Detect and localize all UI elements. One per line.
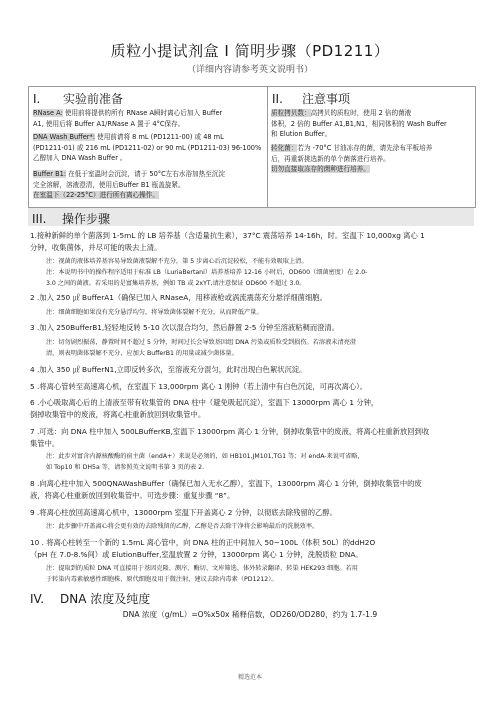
section-3-number: III. <box>32 212 47 226</box>
note-transformed <box>271 143 473 175</box>
notes-box <box>268 87 475 207</box>
step-2-note: 注：细菌细胞如果没有充分悬浮均匀，将导致菌体裂解不充分，从而降低产量。 <box>46 309 263 316</box>
step-10-note-1: 注：提取到的质粒 DNA 可直接用于基因克隆、测序、酶切、文库筛选、体外转录翻译、转染 HEK293 细胞。若用 <box>46 565 358 572</box>
step-5: 5 .将离心管转至高速离心机，在室温下 13,000rpm 离心 1 刚钟（若上清中有白色沉淀，可再次离心）。 <box>30 382 368 391</box>
prep-b1-text-2: 完全溶解，溶液澄清，使用后Buffer B1 瓶盖旋紧。 <box>33 180 185 189</box>
step-8-line-2: 液，将离心柱重新放回到收集管中。可选步骤：重复步骤 “8”。 <box>30 491 235 500</box>
step-3-note-1: 注：切勿剧烈振荡，静置时间不超过 5 分钟，时间过长会导致基因组 DNA 污染或质粒受到损伤。若溶液未清亮澄 <box>46 339 357 346</box>
note-copy-number <box>271 108 473 140</box>
section-4-heading <box>30 590 150 607</box>
step-3-notes <box>46 337 476 359</box>
prep-wash-text-1: 使用前请将 8 mL (PD1211-00) 或 48 mL <box>97 133 224 141</box>
step-3: 3 .加入 250BufferB1,轻轻地反转 5-10 次以混合均匀，然后静置 2-5 分钟至溶液粘稠而澄清。 <box>30 323 340 332</box>
page-subtitle: （详细内容请参考英文说明书） <box>186 65 313 75</box>
step-4: 4 .加入 350 ㎕ BufferN1,立即反转多次，至溶液充分混匀，此时出现白色絮状沉淀。 <box>30 365 307 374</box>
step-1-note-3: 3.0 之间的菌液。若采用的是富集培养基，例如 TB 或 2xYT,请注意保证 OD600 不超过 3.0。 <box>46 280 306 287</box>
note-transformed-text-2: 后，再重新挑选新的单个菌落进行培养。 <box>271 154 390 163</box>
note-copy-term: 质粒拷贝数： <box>271 109 311 117</box>
step-1 <box>30 230 476 254</box>
note-copy-text-3: 和 Elution Buffer。 <box>271 130 332 139</box>
prep-rnase-block <box>33 108 265 129</box>
prep-b1-block <box>33 169 265 201</box>
section-3-heading <box>32 210 110 227</box>
step-8 <box>30 478 476 502</box>
info-boxes <box>28 86 476 208</box>
prep-wash-text-3: 乙醇加入 DNA Wash Buffer 。 <box>33 154 127 163</box>
step-1-note-2: 注：本说明书中的操作程序适用于标准 LB（LuriaBertani）培养基培养 12-16 小时后，OD600（细菌密度）在 2.0- <box>46 269 368 276</box>
section-2-label: 注意事项 <box>302 92 351 106</box>
step-6-line-1: 6 .小心吸取离心后的上清液至带有收集管的 DNA 柱中（避免吸起沉淀），室温下 13000rpm 离心 1 分钟， <box>30 398 379 407</box>
prep-rnase-text-2: A1, 使用后将 Buffer A1/RNase A 置于 4°C保存。 <box>33 119 185 128</box>
section-1-heading <box>33 90 123 107</box>
step-7-line-2: 集管中。 <box>30 439 60 448</box>
section-2-heading <box>272 90 350 107</box>
section-1-number: I. <box>33 92 41 106</box>
prep-b1-text-1: 在低于室温时会沉淀，请于 50°C左右水浴加热至沉淀 <box>68 170 226 178</box>
step-1-line-1: 1.接种新鲜的单个菌落到 1-5mL 的 LB 培养基（含适量抗生素），37°C 震荡培养 14-16h，时。室温下 10,000xg 离心 1 <box>30 231 425 240</box>
step-10-line-2: （pH 在 7.0-8.%间）或 ElutionBuffer,室温放置 2 分钟，13000rpm 离心 1 分钟，洗脱质粒 DNA。 <box>30 550 363 559</box>
note-transformed-term: 转化菌： <box>271 144 298 152</box>
step-8-line-1: 8 .向离心柱中加入 500QNAWashBuffer（确保已加入无水乙醇），室温下，13000rpm 离心 1 分钟，倒掉收集管中的废 <box>30 479 422 488</box>
note-copy-text-1: 高拷贝的质粒时，使用 2 倍的菌液 <box>310 109 412 117</box>
step-10-note-2: 于转染内毒素敏感性细胞株，原代细胞及用于微注射，建议去除内毒素（PD1212）。 <box>46 576 278 583</box>
step-9: 9 .将离心柱放回高速离心机中，13000rpm 室温下开盖离心 2 分钟，以彻底去除残留的乙醇。 <box>30 508 337 517</box>
step-2: 2 .加入 250 ㎕ BufferA1（确保已加入 RNaseA，用移液枪或涡流震荡充分悬浮细菌细胞。 <box>30 293 327 302</box>
prep-b1-term: Buffer B1: <box>33 170 67 178</box>
page-footer: 精选范本 <box>237 674 262 681</box>
prep-wash-block <box>33 132 265 164</box>
prep-box <box>29 87 268 207</box>
section-3-label: 操作步骤 <box>62 212 111 226</box>
section-4-label: DNA 浓度及纯度 <box>60 592 151 606</box>
step-7 <box>30 426 476 450</box>
step-1-line-2: 分钟，收集菌体，并尽可能的吸去上清。 <box>30 243 162 252</box>
prep-room-temp-note: 在室温下（22-25°C）进行所有离心操作。 <box>33 191 159 200</box>
step-9-note: 注：此步骤中开盖离心将会更有效的去除残留的乙醇，乙醇是否去除干净将会影响最后的洗脱效率。 <box>46 523 319 530</box>
step-10-line-1: 10 . 将离心柱转至一个新的 1.5mL 离心管中，向 DNA 柱的正中间加入 50~100L（体积 50L）的ddH2O <box>30 538 376 547</box>
step-7-notes <box>46 451 476 473</box>
step-7-note-1: 注：此步对富含内源核酸酶的宿主菌（endA+）来说是必须的，如 HB101,JM101,TG1 等；对 endA-来说可省略， <box>46 453 364 460</box>
page-title: 质粒小提试剂盒 I 简明步骤（PD1211） <box>110 42 390 60</box>
prep-wash-term: DNA Wash Buffer*: <box>33 133 95 141</box>
section-2-number: II. <box>272 92 283 106</box>
section-3-bar <box>28 208 474 226</box>
section-1-label: 实验前准备 <box>63 92 124 106</box>
step-6 <box>30 397 476 421</box>
step-1-notes <box>46 256 476 289</box>
section-4-number: IV. <box>30 592 45 606</box>
note-transformed-text-1: 若为 -70°C 甘油冻存的菌，请先涂布平板培养 <box>297 144 433 152</box>
prep-wash-text-2: (PD1211-01) 或 216 mL (PD1211-02) or 90 mL (PD1211-03) 96-100% <box>33 143 262 152</box>
note-transformed-text-3: 切勿直接取冻存的菌种进行培养。 <box>271 165 370 174</box>
dna-formula: DNA 浓度（g/mL）=O%x50x 稀释倍数，OD260/OD280，约为 1.7-1.9 <box>122 610 378 619</box>
prep-rnase-term: RNase A: <box>33 109 63 117</box>
step-10 <box>30 537 476 561</box>
note-copy-text-2: 体积，2 倍的 Buffer A1,B1,N1，相同体积的 Wash Buffer <box>271 119 447 128</box>
step-3-note-2: 清，则表明菌体裂解不充分，应加大 BufferB1 的用量或减少菌体量。 <box>46 350 238 357</box>
step-7-line-1: 7 .可选：向 DNA 柱中加入 500LBufferKB,室温下 13000rpm 离心 1 分钟，倒掉收集管中的废液，将离心柱重新放回到收 <box>30 427 430 436</box>
step-7-note-2: 如 Top10 和 DH5a 等，请参照英文说明书第 3 页的表 2. <box>46 464 205 471</box>
step-1-note-1: 注：视菌的液体培养基容易导致菌液裂解不充分，第 5 步离心后沉淀较松，不能有效吸取上清。 <box>46 258 308 265</box>
step-6-line-2: 倒掉收集管中的废液，将离心柱重新放回到收集管中。 <box>30 410 206 419</box>
step-10-notes <box>46 563 476 585</box>
prep-rnase-text-1: 使用前将提供的所有 RNase A瞬时离心后加入 Buffer <box>64 109 223 117</box>
